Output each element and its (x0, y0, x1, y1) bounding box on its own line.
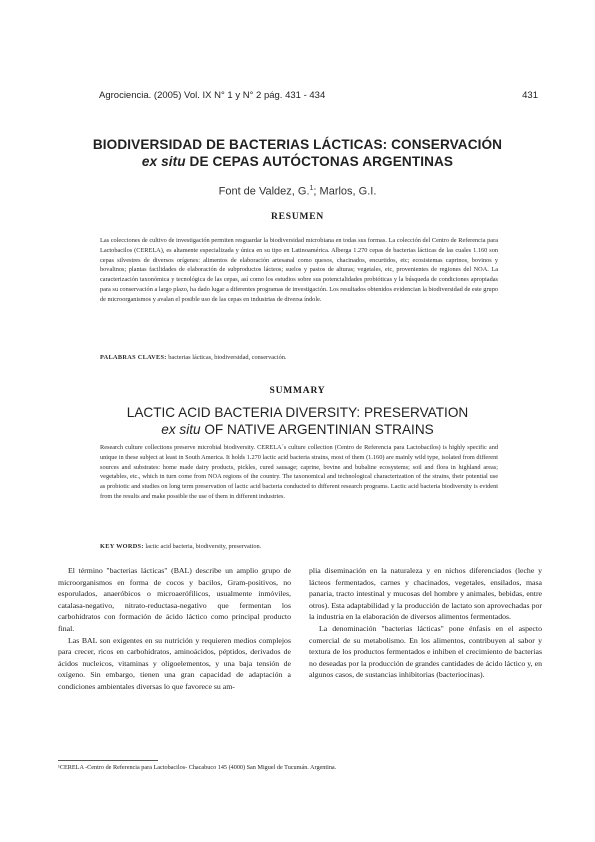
page-number: 431 (522, 90, 538, 101)
author-1: Font de Valdez, G. (218, 185, 310, 198)
summary-heading: SUMMARY (269, 386, 326, 396)
palabras-claves-label: PALABRAS CLAVES: (100, 354, 167, 361)
footnote: ¹CERELA -Centro de Referencia para Lactobacilos- Chacabuco 145 (4000) San Miguel de Tucumán. Argentina. (58, 764, 337, 771)
key-words-label: KEY WORDS: (100, 543, 144, 550)
resumen-heading: RESUMEN (270, 212, 325, 222)
author-affiliation-mark: 1 (309, 185, 314, 192)
paragraph: La denominación "bacterias lácticas" pone énfasis en el aspecto comercial de su metabolismo. En los alimentos, contribuyen al sabor y textura de los productos fermentados e inhiben el crecimiento de bacterias no deseadas por la producción de grandes cantidades de ácido láctico y, en algunos casos, de sustancias inhibitorias (bacteriocinas). (309, 623, 542, 680)
right-column (309, 565, 542, 693)
title-line-1: BIODIVERSIDAD DE BACTERIAS LÁCTICAS: CONSERVACIÓN (92, 137, 503, 152)
author-2: ; Marlos, G.I. (313, 185, 377, 198)
paragraph: El término "bacterias lácticas" (BAL) describe un amplio grupo de microorganismos en forma de cocos y bacilos, Gram-positivos, no esporulados, anaeróbicos o microaerófilicos, usualmente inmóviles, catalasa-negativo, nitrato-reductasa-negativo que fermentan los carbohidratos con formación de ácido láctico como principal producto final. (58, 566, 291, 633)
paper-title (60, 136, 535, 170)
authors (0, 185, 595, 198)
left-column (58, 565, 291, 693)
english-title (40, 404, 555, 438)
english-title-line-1: LACTIC ACID BACTERIA DIVERSITY: PRESERVATION (126, 405, 469, 420)
palabras-claves (100, 354, 498, 361)
english-title-line-2-rest: OF NATIVE ARGENTINIAN STRAINS (200, 422, 434, 437)
english-title-line-2 (40, 421, 555, 438)
english-title-italic: ex situ (161, 422, 201, 437)
palabras-claves-list: bacterias lácticas, biodiversidad, conservación. (166, 354, 287, 361)
resumen-text: Las colecciones de cultivo de investigación permiten resguardar la biodiversidad microbiana en todas sus formas. La colección del Centro de Referencia para Lactobacilos (CERELA), es altamente especializada y única en su tipo en Latinoamérica. Alberga 1.270 cepas de bacterias lácticas de las cuales 1.160 son cepas silvestres de diversos orígenes: alimentos de elaboración artesanal como quesos, chacinados, encurtidos, etc; ecosistemas caprinos, bovinos y bovalinos; plantas facilidades de elaboración de subproductos lácteos; suelos y pastos de alturas; vegetales, etc, provenientes de regiones del NOA. La caracterización taxonómica y tecnológica de las cepas, así como los estudios sobre sus potencialidades probióticas y la búsqueda de condiciones apropiadas para su conservación a largo plazo, ha dado lugar a diferentes programas de investigación. Los resultados obtenidos evidencian la biodiversidad de este grupo de microorganismos y avalan el posible uso de las cepas en industrias de diversa índole. (100, 237, 498, 303)
paragraph: Las BAL son exigentes en su nutrición y requieren medios complejos para crecer, ricos en carbohidratos, aminoácidos, péptidos, derivados de ácidos nucleicos, vitaminas y oligoelementos, y una baja tensión de oxígeno. Sin embargo, tienen una gran capacidad de adaptación a condiciones ambientales diversas lo que favorece su am- (58, 635, 291, 691)
key-words-list: lactic acid bacteria, biodiversity, preservation. (143, 543, 262, 550)
footnote-rule (58, 760, 158, 761)
running-header (99, 90, 538, 101)
journal-citation: Agrociencia. (2005) Vol. IX N° 1 y N° 2 pág. 431 - 434 (99, 90, 326, 101)
title-line-2-rest: DE CEPAS AUTÓCTONAS ARGENTINAS (185, 154, 454, 169)
key-words (100, 543, 498, 550)
body-columns (58, 565, 542, 693)
title-line-2 (60, 153, 535, 170)
title-italic: ex situ (141, 154, 186, 169)
paragraph: plia diseminación en la naturaleza y en nichos diferenciados (leche y lácteos fermentados, carnes y chacinados, vegetales, ensilados, masa panaria, tracto intestinal y mucosas del hombre y animales, bebidas, entre otros). Esta adaptabilidad y la producción de lactato son aprovechadas por la industria en la elaboración de diversos alimentos fermentados. (309, 566, 542, 622)
summary-text: Research culture collections preserve microbial biodiversity. CERELA´s culture collection (Centro de Referencia para Lactobacilos) is highly specific and unique in these subject at least in South America. It holds 1.270 lactic acid bacteria strains, most of them (1.160) are mainly wild type, isolated from different sources and substrates: home made dairy products, pickles, cured sausage; caprine, bovine and bubaline ecosystems; soil and flora in highland areas; vegetables, etc., which in turn come from NOA regions of the country. The taxonomical and technological characterization of the strains, their potential use as probiotic and studies on long term preservation of lactic acid bacteria conducted to different research programs. Lactic acid bacteria biodiversity is evident from the results and make possible the use of them in different industries. (100, 444, 498, 500)
